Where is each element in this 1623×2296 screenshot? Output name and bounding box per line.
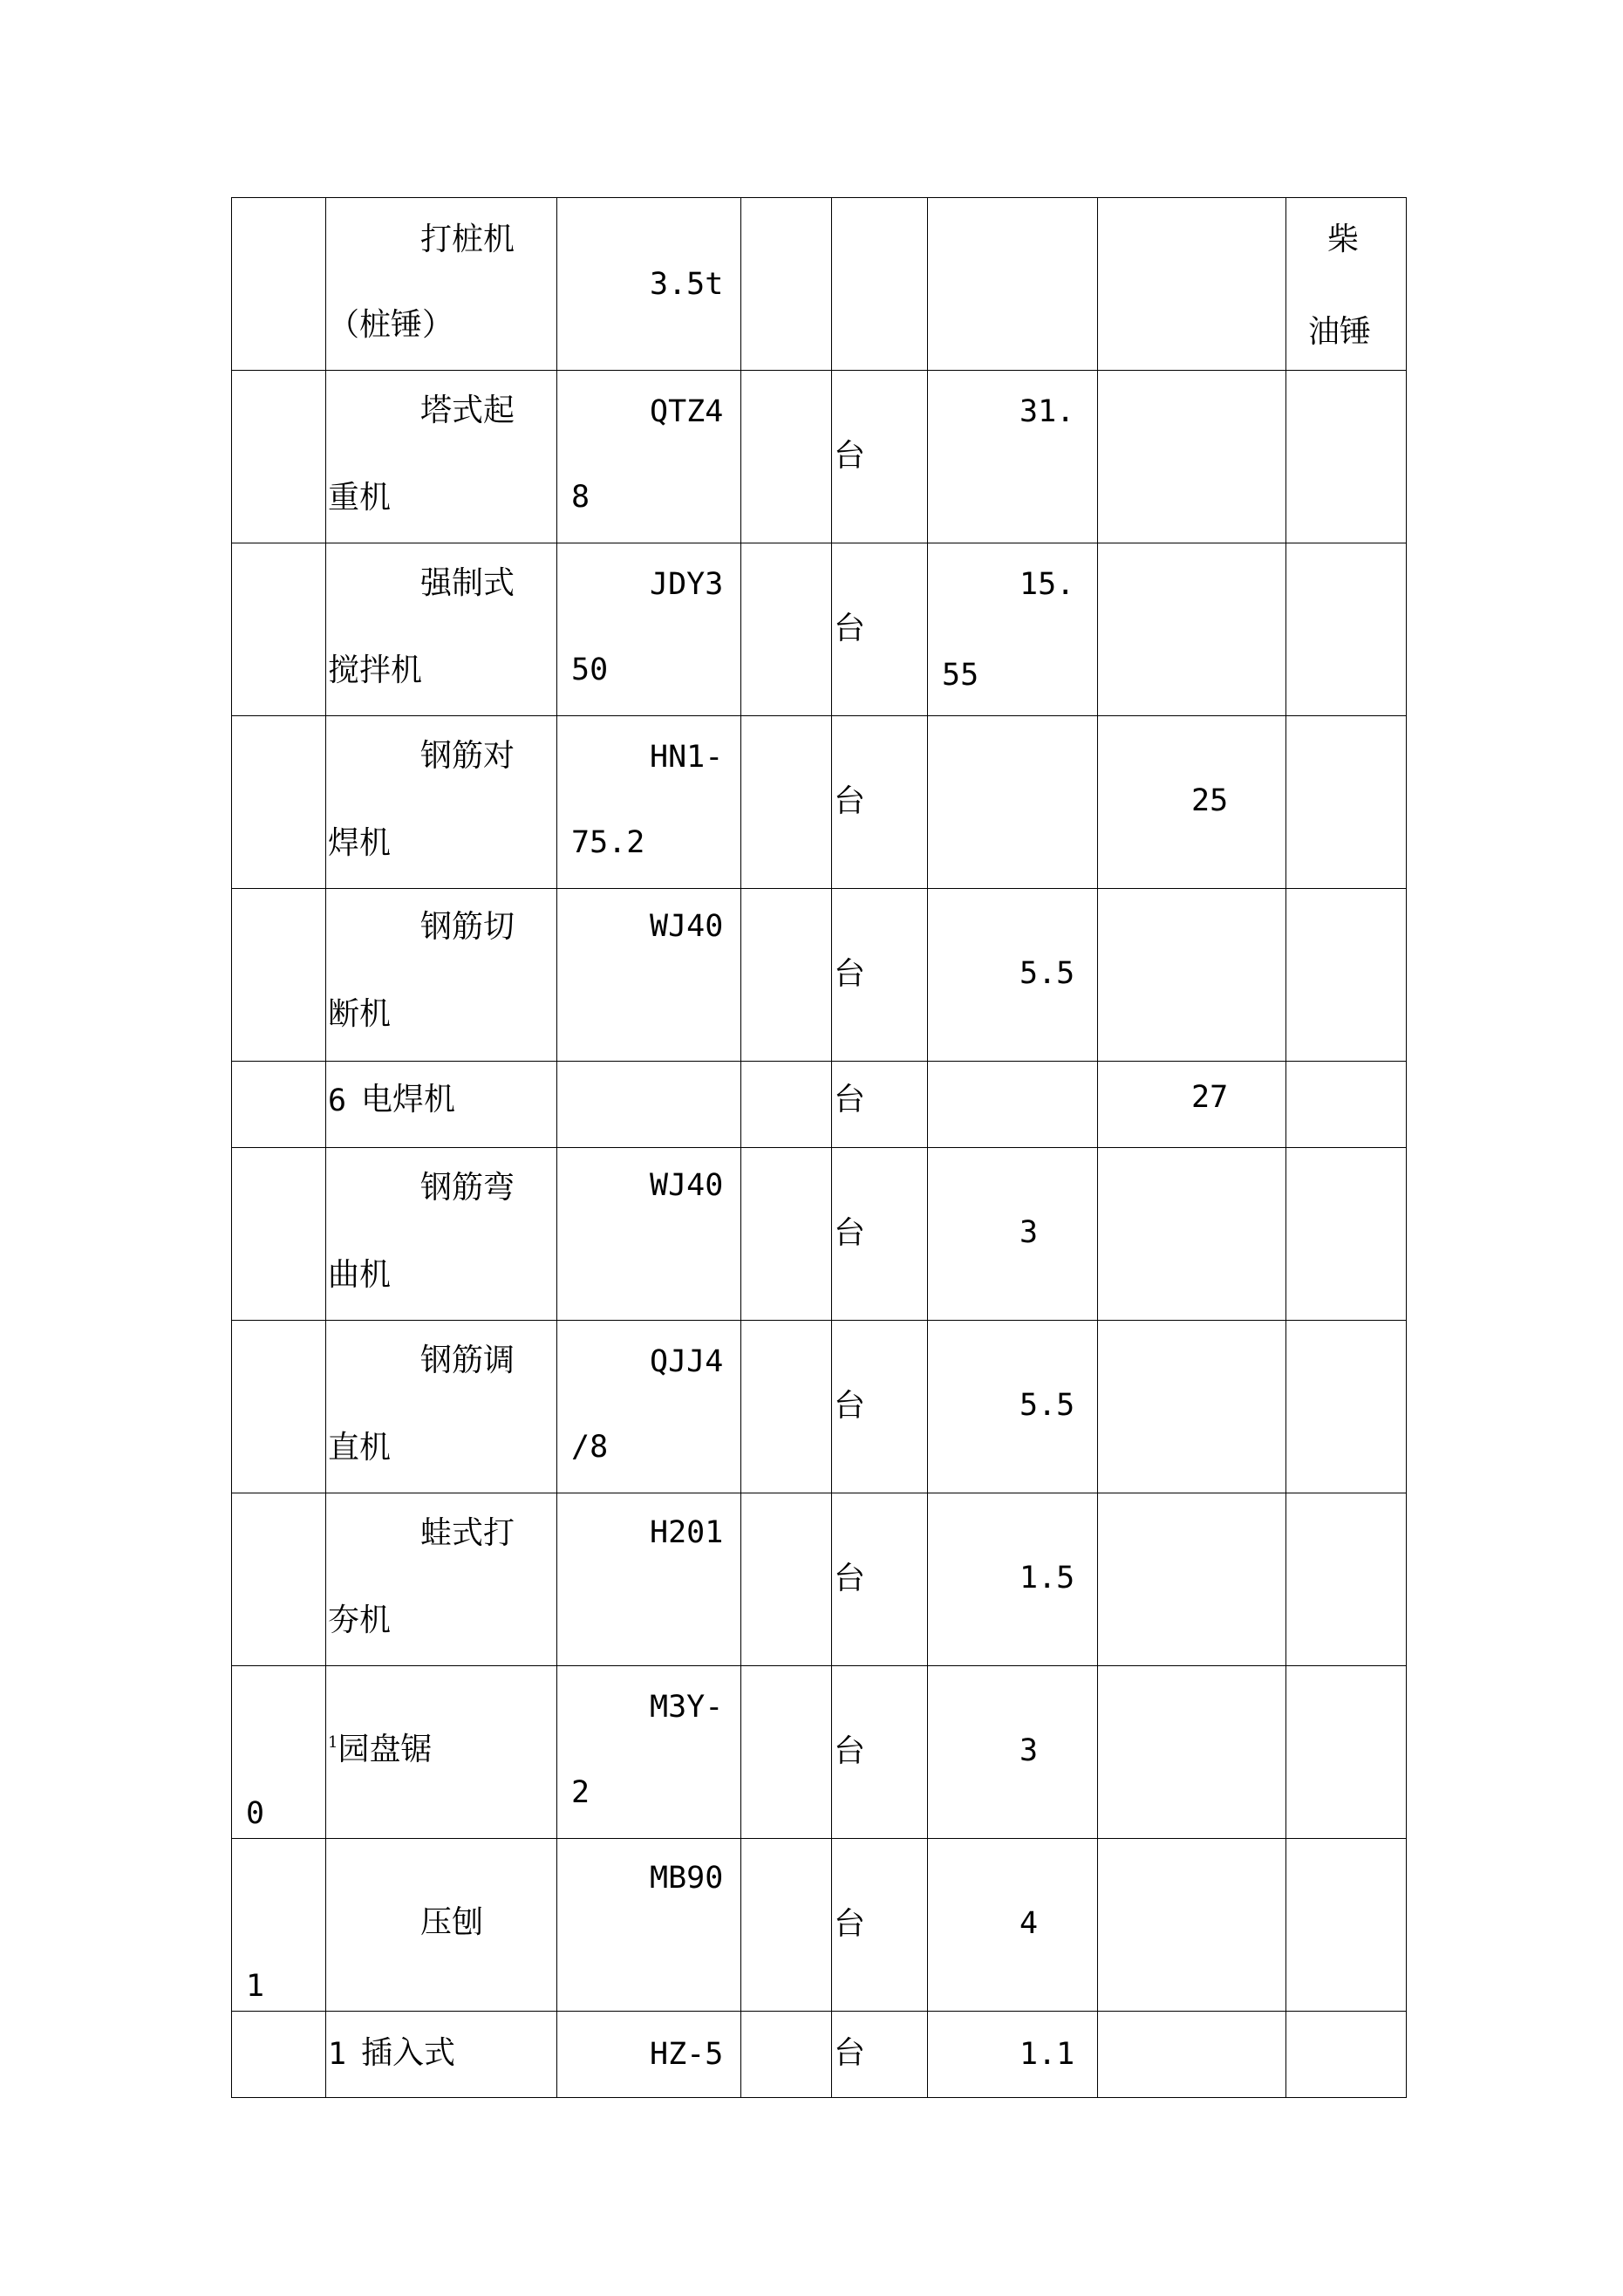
power2-cell: [1098, 1839, 1286, 2012]
power2-cell: [1098, 371, 1286, 543]
remark-cell: [1286, 2012, 1407, 2098]
qty-cell: [741, 1148, 832, 1321]
model-cell: QTZ4 8: [557, 371, 741, 543]
index-cell: [232, 1148, 326, 1321]
model-cell: WJ40: [557, 889, 741, 1062]
index-cell: [232, 1062, 326, 1148]
name-cell: 压刨: [326, 1839, 557, 2012]
index-cell: [232, 716, 326, 889]
unit-cell: 台: [832, 2012, 928, 2098]
unit-cell: 台: [832, 1493, 928, 1666]
index-cell: [232, 371, 326, 543]
index-cell: [232, 1493, 326, 1666]
power-cell: 3: [928, 1148, 1098, 1321]
power-cell: 15. 55: [928, 543, 1098, 716]
name-cell: 塔式起 重机: [326, 371, 557, 543]
power2-cell: 25: [1098, 716, 1286, 889]
unit-cell: 台: [832, 1321, 928, 1493]
qty-cell: [741, 1062, 832, 1148]
power-cell: 1.1: [928, 2012, 1098, 2098]
name-cell: 钢筋切 断机: [326, 889, 557, 1062]
table-row: [232, 1321, 1407, 1493]
unit-cell: 台: [832, 1148, 928, 1321]
name-cell: 钢筋对 焊机: [326, 716, 557, 889]
model-cell: M3Y- 2: [557, 1666, 741, 1839]
unit-cell: 台: [832, 1062, 928, 1148]
qty-cell: [741, 543, 832, 716]
name-cell: 蛙式打 夯机: [326, 1493, 557, 1666]
remark-cell: 柴 油锤: [1286, 198, 1407, 371]
model-cell: 3.5t: [557, 198, 741, 371]
index-cell: [232, 198, 326, 371]
table-row: [232, 543, 1407, 716]
table-row: [232, 198, 1407, 371]
model-cell: [557, 1062, 741, 1148]
qty-cell: [741, 1493, 832, 1666]
remark-cell: [1286, 543, 1407, 716]
power-cell: [928, 1062, 1098, 1148]
name-cell: 打桩机 （桩锤）: [326, 198, 557, 371]
qty-cell: [741, 371, 832, 543]
remark-cell: [1286, 371, 1407, 543]
model-cell: WJ40: [557, 1148, 741, 1321]
name-cell: 钢筋调 直机: [326, 1321, 557, 1493]
name-cell: $^1$园盘锯: [326, 1666, 557, 1839]
index-cell: [232, 2012, 326, 2098]
power2-cell: [1098, 543, 1286, 716]
remark-cell: [1286, 1148, 1407, 1321]
unit-cell: 台: [832, 889, 928, 1062]
remark-cell: [1286, 1666, 1407, 1839]
index-cell: [232, 543, 326, 716]
index-cell: [232, 1321, 326, 1493]
model-cell: HZ-5: [557, 2012, 741, 2098]
index-cell: 1: [232, 1839, 326, 2012]
power-cell: 3: [928, 1666, 1098, 1839]
model-cell: QJJ4 /8: [557, 1321, 741, 1493]
unit-cell: 台: [832, 1839, 928, 2012]
model-cell: H201: [557, 1493, 741, 1666]
table-row: [232, 716, 1407, 889]
name-cell: 钢筋弯 曲机: [326, 1148, 557, 1321]
remark-cell: [1286, 889, 1407, 1062]
unit-cell: 台: [832, 543, 928, 716]
table-row: [232, 2012, 1407, 2098]
name-cell: 6 电焊机: [326, 1062, 557, 1148]
qty-cell: [741, 1321, 832, 1493]
power2-cell: [1098, 1666, 1286, 1839]
remark-cell: [1286, 716, 1407, 889]
remark-cell: [1286, 1062, 1407, 1148]
unit-cell: 台: [832, 716, 928, 889]
index-cell: [232, 889, 326, 1062]
power2-cell: [1098, 198, 1286, 371]
power-cell: 5.5: [928, 889, 1098, 1062]
power2-cell: [1098, 1493, 1286, 1666]
equipment-table: [231, 197, 1407, 2098]
power-cell: [928, 198, 1098, 371]
power-cell: 5.5: [928, 1321, 1098, 1493]
unit-cell: 台: [832, 1666, 928, 1839]
table-row: [232, 1493, 1407, 1666]
model-cell: MB90: [557, 1839, 741, 2012]
table-row: [232, 1062, 1407, 1148]
name-cell: 1 插入式: [326, 2012, 557, 2098]
table-row: [232, 889, 1407, 1062]
index-cell: 0: [232, 1666, 326, 1839]
power2-cell: 27: [1098, 1062, 1286, 1148]
qty-cell: [741, 2012, 832, 2098]
unit-cell: [832, 198, 928, 371]
qty-cell: [741, 1839, 832, 2012]
remark-cell: [1286, 1493, 1407, 1666]
qty-cell: [741, 716, 832, 889]
power2-cell: [1098, 2012, 1286, 2098]
table-row: [232, 1148, 1407, 1321]
power2-cell: [1098, 889, 1286, 1062]
power-cell: [928, 716, 1098, 889]
table-row: [232, 1666, 1407, 1839]
power-cell: 4: [928, 1839, 1098, 2012]
remark-cell: [1286, 1839, 1407, 2012]
qty-cell: [741, 889, 832, 1062]
power2-cell: [1098, 1148, 1286, 1321]
remark-cell: [1286, 1321, 1407, 1493]
qty-cell: [741, 1666, 832, 1839]
table-row: [232, 371, 1407, 543]
model-cell: HN1- 75.2: [557, 716, 741, 889]
unit-cell: 台: [832, 371, 928, 543]
model-cell: JDY3 50: [557, 543, 741, 716]
power-cell: 31.: [928, 371, 1098, 543]
qty-cell: [741, 198, 832, 371]
table-row: [232, 1839, 1407, 2012]
power-cell: 1.5: [928, 1493, 1098, 1666]
name-cell: 强制式 搅拌机: [326, 543, 557, 716]
power2-cell: [1098, 1321, 1286, 1493]
